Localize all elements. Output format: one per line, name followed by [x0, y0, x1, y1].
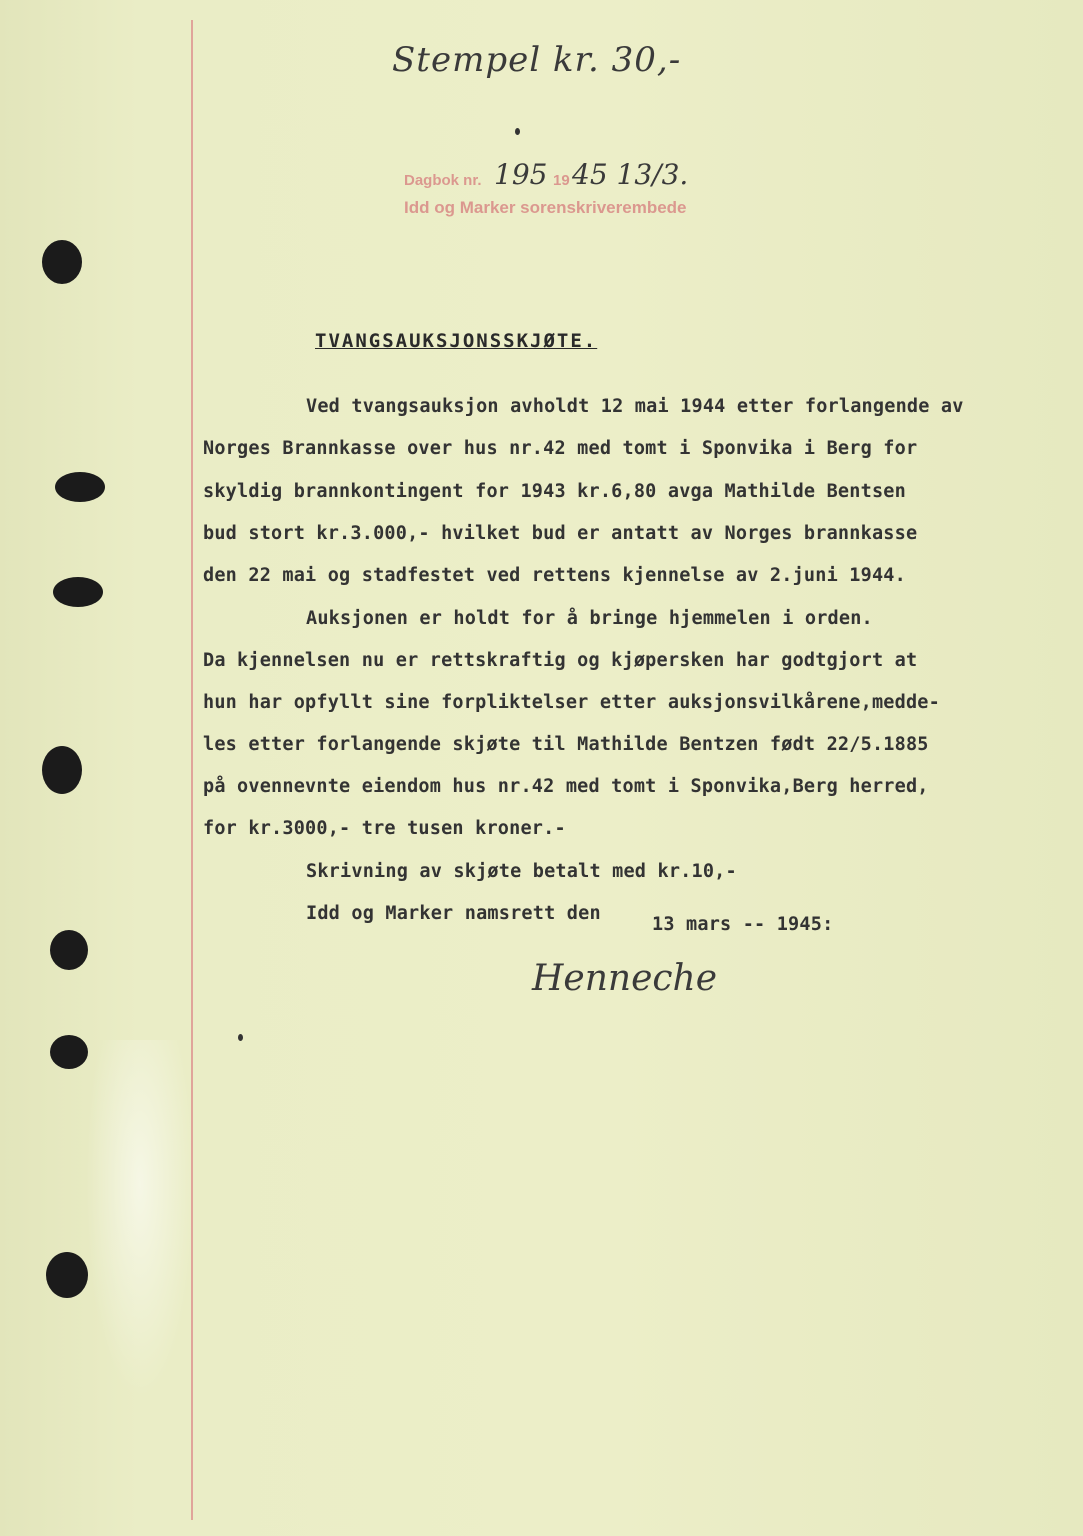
punch-hole [42, 240, 82, 284]
ink-dot [238, 1034, 243, 1041]
punch-hole [46, 1252, 88, 1298]
body-line: les etter forlangende skjøte til Mathilde Bentzen født 22/5.1885 [203, 734, 929, 755]
stamp-dagbok-label: Dagbok nr. [404, 172, 482, 189]
body-line: for kr.3000,- tre tusen kroner.- [203, 818, 566, 839]
body-line: Da kjennelsen nu er rettskraftig og kjøpersken har godtgjort at [203, 650, 918, 671]
body-line: skyldig brannkontingent for 1943 kr.6,80 avga Mathilde Bentsen [203, 481, 906, 502]
body-line: Ved tvangsauksjon avholdt 12 mai 1944 etter forlangende av [306, 396, 964, 417]
body-line: hun har opfyllt sine forpliktelser etter auksjonsvilkårene,medde- [203, 692, 940, 713]
punch-hole [53, 577, 103, 607]
handwritten-stamp-fee: Stempel kr. 30,- [392, 40, 682, 80]
body-line: Auksjonen er holdt for å bringe hjemmelen i orden. [306, 608, 873, 629]
stamp-year-prefix: 19 [553, 172, 570, 189]
punch-hole [50, 930, 88, 970]
body-line: bud stort kr.3.000,- hvilket bud er antatt av Norges brannkasse [203, 523, 918, 544]
document-date: 13 mars -- 1945: [652, 914, 834, 935]
body-line: Skrivning av skjøte betalt med kr.10,- [306, 861, 737, 882]
ink-dot [515, 128, 520, 135]
paper-stain [85, 1040, 195, 1400]
punch-hole [42, 746, 82, 794]
punch-hole [55, 472, 105, 502]
stamp-office: Idd og Marker sorenskriverembede [404, 198, 687, 217]
body-line: Idd og Marker namsrett den [306, 903, 601, 924]
stamp-dagbok-number: 195 [494, 158, 548, 191]
body-line: den 22 mai og stadfestet ved rettens kjennelse av 2.juni 1944. [203, 565, 906, 586]
body-line: Norges Brannkasse over hus nr.42 med tomt i Sponvika i Berg for [203, 438, 918, 459]
punch-hole [50, 1035, 88, 1069]
stamp-year-date: 45 13/3. [572, 158, 689, 191]
signature: Henneche [532, 958, 718, 999]
document-title: TVANGSAUKSJONSSKJØTE. [315, 330, 598, 352]
body-line: på ovennevnte eiendom hus nr.42 med tomt i Sponvika,Berg herred, [203, 776, 929, 797]
margin-line [191, 20, 193, 1520]
